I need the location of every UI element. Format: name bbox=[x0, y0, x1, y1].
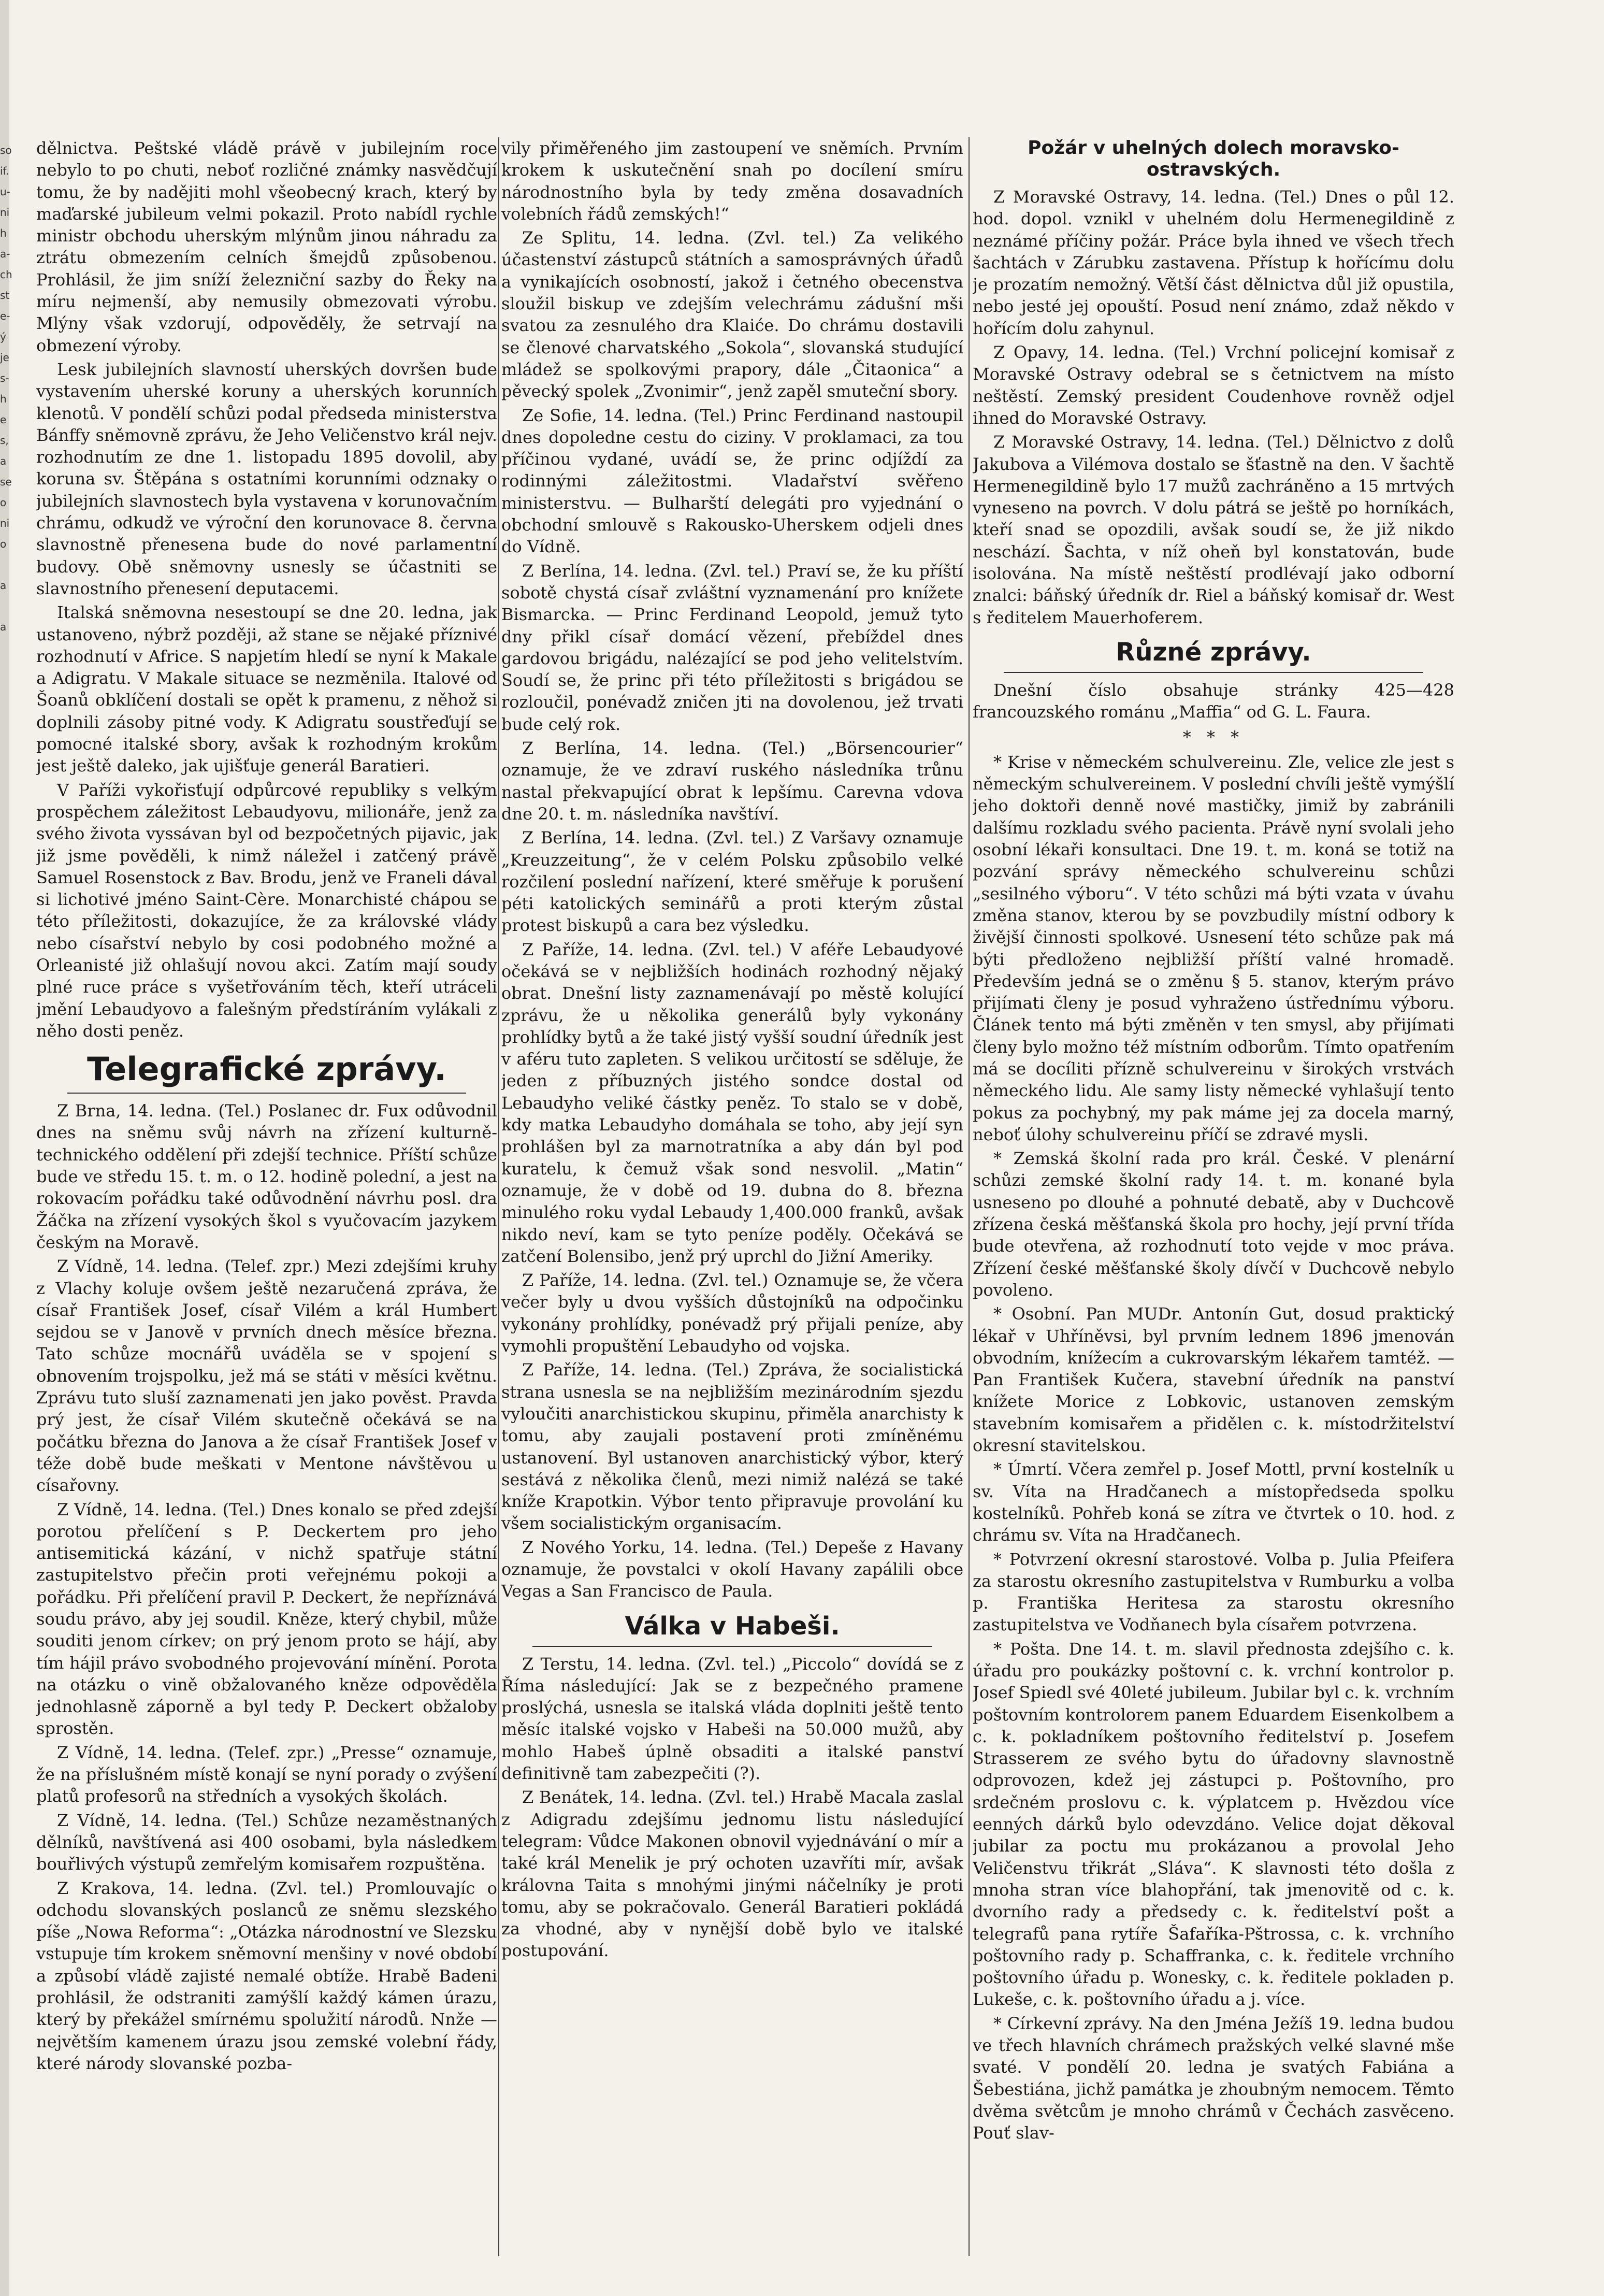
column-rule-left bbox=[498, 137, 499, 2256]
news-item: Z Vídně, 14. ledna. (Tel.) Schůze nezaměstnaných dělníků, navštívená asi 400 osobami, byla následkem bouřlivých výstupů zemřelým komisařem rozpuštěna. bbox=[36, 1810, 497, 1874]
news-item: Z Terstu, 14. ledna. (Zvl. tel.) „Piccolo“ dovídá se z Říma následující: Jak se z bezpečného pramene proslýchá, usnesla se italská vláda doplniti ještě tento měsíc italské vojsko v Habeši na 50.000 mužů, aby mohlo Habeš úplně obsaditi a italské panství definitivně tam zabezpečiti (?). bbox=[501, 1654, 963, 1784]
news-item: * Potvrzení okresní starostové. Volba p. Julia Pfeifera za starostu okresního zastupitelstva v Rumburku a volba p. Františka Heritesa za starostu okresního zastupitelstva ve Vodňanech byla císařem potvrzena. bbox=[973, 1549, 1454, 1635]
news-item: Z Brna, 14. ledna. (Tel.) Poslanec dr. Fux odůvodnil dnes na sněmu svůj návrh na zřízení kulturně-technického oddělení při zdejší technice. Příští schůze bude ve středu 15. t. m. o 12. hodině polední, a jest na rokovacím pořádku také odůvodnění návrhu posl. dra Žáčka na zřízení vysokých škol s vyučovacím jazykem českým na Moravě. bbox=[36, 1101, 497, 1252]
news-item: Z Vídně, 14. ledna. (Tel.) Dnes konalo se před zdejší porotou přelíčení s P. Deckertem pro jeho antisemitická kázání, v nichž spatřuje státní zastupitelstvo přečin proti veřejnému pokoji a pořádku. Při přelíčení pravil P. Deckert, že nepříznává soudu právo, aby jej soudil. Kněze, který chybil, může souditi jenom církev; on prý jenom proto se hájí, aby tím hájil právo svobodného projevování mínění. Porota na otázku o vině obžalovaného kněze odpověděla jednohlasně záporně a byl tedy P. Deckert obžaloby sprostěn. bbox=[36, 1499, 497, 1739]
paragraph: Lesk jubilejních slavností uherských dovršen bude vystavením uherské koruny a uherských korunních klenotů. V pondělí schůzi podal předseda ministerstva Bánffy sněmovně zprávu, že Jeho Veličenstvo král nejv. rozhodnutím ze dne 1. listopadu 1895 dovolil, aby koruna sv. Štěpána s ostatními korunními odznaky o jubilejních slavnostech byla vystavena v korunovačním chrámu, odkudž ve výroční den korunovace 8. června slavnostně přenesena bude do nové parlamentní budovy. Obě sněmovny usnesly se účastniti se slavnostního přenesení deputacemi. bbox=[36, 359, 497, 598]
news-item: Z Berlína, 14. ledna. (Tel.) „Börsencourier“ oznamuje, že ve zdraví ruského následníka trůnu nastal překvapující obrat k lepšímu. Carevna vdova dne 20. t. m. následníka navštíví. bbox=[501, 738, 963, 824]
section-heading-war: Válka v Habeši. bbox=[625, 1611, 840, 1641]
section-heading-fire: Požár v uhelných dolech moravsko-ostravských. bbox=[1028, 137, 1399, 180]
news-item: Z Nového Yorku, 14. ledna. (Tel.) Depeše z Havany oznamuje, že povstalci v okolí Havany zapálili obce Vegas a San Francisco de Paula. bbox=[501, 1537, 963, 1601]
heading-rule bbox=[67, 1093, 466, 1094]
adjacent-page-fragments: so if. u- ni h a- ch st e- ý je s- h e s, a se o ni o a a bbox=[0, 144, 12, 633]
paragraph: vily přiměřeného jim zastoupení ve sněmích. Prvním krokem k uskutečnění snah po docílení smíru národnostního byla by tedy změna dosavadních volebních řádů zemských!“ bbox=[501, 138, 963, 224]
news-item: Ze Splitu, 14. ledna. (Zvl. tel.) Za velikého účastenství zástupců státních a samosprávných úřadů a vynikajících osobností, jakož i četného obecenstva sloužil biskup ve zdejším velechrámu zádušní mši svatou za zesnulého dra Klaiće. Do chrámu dostavili se členové charvatského „Sokola“, slovanská studující mládež se spolkovými prapory, dále „Čitaonica“ a pěvecký spolek „Zvonimir“, jenž zapěl smuteční sbory. bbox=[501, 228, 963, 401]
news-item: * Osobní. Pan MUDr. Antonín Gut, dosud praktický lékař v Uhříněvsi, byl prvním lednem 1896 jmenován obvodním, knížecím a cukrovarským lékařem tamtéž. — Pan František Kučera, stavební úředník na panství knížete Morice z Lobkovic, ustanoven zemským stavebním komisařem a přidělen c. k. místodržitelství okresní stavitelskou. bbox=[973, 1304, 1454, 1456]
news-item: * Úmrtí. Včera zemřel p. Josef Mottl, první kostelník u sv. Víta na Hradčanech a místopředseda spolku kostelníků. Pohřeb koná se zítra ve čtvrtek o 10. hod. z chrámu sv. Víta na Hradčanech. bbox=[973, 1459, 1454, 1545]
news-item: * Pošta. Dne 14. t. m. slavil přednosta zdejšího c. k. úřadu pro poukázky poštovní c. k. vrchní kontrolor p. Josef Spiedl své 40leté jubileum. Jubilar byl c. k. vrchním poštovním kontrolorem panem Eduardem Eisenkolbem a c. k. pokladníkem poštovního ředitelství p. Josefem Strasserem ze svého bytu do úřadovny slavnostně odprovozen, kdež jej zástupci p. Poštovního, pro srdečném proslovu c. k. výplatcem p. Hvězdou více eenných dárků bylo odevzdáno. Velice dojat děkoval jubilar za poctu mu prokázanou a provolal Jeho Veličenstvu třikrát „Sláva“. K slavnosti této došla z mnoha stran více blahopřání, tak jmenovitě od c. k. dvorního rady a předsedy c. k. ředitelství pošt a telegrafů pana rytíře Šafaříka-Pštrossa, c. k. vrchního poštovního rady p. Schaffranka, c. k. ředitele vrchního poštovního úřadu p. Wonesky, c. k. ředitele pokladen p. Lukeše, c. k. poštovního úřadu a j. více. bbox=[973, 1639, 1454, 2010]
paragraph: Italská sněmovna nesestoupí se dne 20. ledna, jak ustanoveno, nýbrž později, až stane se nějaké příznivé rozhodnutí v Africe. S napjetím hledí se nyní k Makale a Adigratu. V Makale situace se nezměnila. Italové od Šoanů obklíčení dostali se opět k pramenu, z něhož si doplnili zásoby pitné vody. K Adigratu soustřeďují se pomocné italské sbory, avšak k rozhodným krokům jest ještě daleko, jak ujišťuje generál Baratieri. bbox=[36, 602, 497, 776]
news-item: * Zemská školní rada pro král. České. V plenární schůzi zemské školní rady 14. t. m. konané byla usneseno po dlouhé a pohnuté debatě, aby v Duchcově zřízena česká měšťanská škola pro hochy, její první třída bude otevřena, až rozhodnutí toto vejde v moc práva. Zřízení české měšťanské školy dívčí v Duchcově nebylo povoleno. bbox=[973, 1149, 1454, 1300]
news-item: Ze Sofie, 14. ledna. (Tel.) Princ Ferdinand nastoupil dnes dopoledne cestu do ciziny. V proklamaci, za tou příčinou vydané, uvádí se, že princ odjíždí za rodinnými záležitostmi. Vladařství svěřeno ministerstvu. — Bulharští delegáti pro vyjednání o obchodní smlouvě s Rakousko-Uherskem odjeli dnes do Vídně. bbox=[501, 405, 963, 557]
heading-rule bbox=[532, 1646, 932, 1647]
news-item: Z Moravské Ostravy, 14. ledna. (Tel.) Dělnictvo z dolů Jakubova a Vilémova dostalo se šťastně na den. V šachtě Hermenegildině bylo 17 mužů zachráněno a 15 mrtvých vyneseno na povrch. V dolu pátrá se ještě po horníkách, kteří snad se opozdili, avšak soudí se, že již nikdo neschází. Šachta, v níž oheň byl konstatován, bude isolována. Na místě neštěstí prodlévají jako odborní znalci: báňský úředník dr. Riel a báňský komisař dr. West s ředitelem Mauerhoferem. bbox=[973, 432, 1454, 627]
news-item: Z Paříže, 14. ledna. (Zvl. tel.) Oznamuje se, že včera večer byly u dvou vyšších důstojníků na odpočinku vykonány prohlídky, ponévadž prý přijali peníze, aby vymohli propuštění Lebaudyho od vojska. bbox=[501, 1270, 963, 1356]
section-heading-misc: Různé zprávy. bbox=[1116, 637, 1311, 667]
news-item: * Krise v německém schulvereinu. Zle, velice zle jest s německým schulvereinem. V poslední chvíli ještě vymýšlí jeho doktoři denně nové mastičky, jimiž by zabránili dalšímu rozkladu svého pacienta. Právě nyní svolali jeho osobní lékaři konsultaci. Dne 19. t. m. koná se totiž na pozvání správy německého schulvereinu schůzi „sesilného výboru“. V této schůzi má býti vzata v úvahu změna stanov, kterou by se povzbudily místní odbory k živější činnosti spolkové. Usnesení této schůze pak má býti předloženo nejbližší příští valné hromadě. Především jedná se o změnu § 5. stanov, kterým právo přijímati členy je posud vyhraženo ústřednímu výboru. Článek tento má býti změněn v ten smysl, aby přijímati členy bylo možno též místním odborům. Tímto opatřením má se docíliti přízně schulvereinu v širokých vrstvách německého lidu. Ale samy listy německé vyhlašují tento pokus za pochybný, my pak máme jej za docela marný, neboť úlohy schulvereinu příčí se zdravé mysli. bbox=[973, 752, 1454, 1144]
news-item: Z Vídně, 14. ledna. (Telef. zpr.) Mezi zdejšími kruhy z Vlachy koluje ovšem ještě nezaručená zpráva, že císař František Josef, císař Vilém a král Humbert sejdou se v Janově v prvních dnech měsíce března. Tato schůze mocnářů uváděla se v spojení s obnovením trojspolku, jež má se státi v měsíci květnu. Zprávu tuto sluší zaznamenati jen jako pověst. Pravda prý jest, že císař Vilém skutečně očekává se na počátku března do Janova a že císař František Josef v téže době bude meškati v Mentone návštěvou u císařovny. bbox=[36, 1256, 497, 1496]
news-item: Z Benátek, 14. ledna. (Zvl. tel.) Hrabě Macala zaslal z Adigradu zdejšímu jednomu listu následující telegram: Vůdce Makonen obnovil vyjednávání o mír a také král Menelik je prý ochoten uzavříti mír, avšak královna Taita s mnohými jinými náčelníky je proti tomu, aby se pokračovalo. Generál Baratieri pokládá za vhodné, aby v nynější době bylo ve italské postupování. bbox=[501, 1787, 963, 1961]
column-right bbox=[973, 137, 1454, 2146]
news-item: Z Berlína, 14. ledna. (Zvl. tel.) Praví se, že ku příští sobotě chystá císař zvláštní vyznamenání pro knížete Bismarcka. — Princ Ferdinand Leopold, jemuž tyto dny přikl císař domácí vězení, přebíždel dnes gardovou brigádu, nalézající se pod jeho velitelstvím. Soudí se, že princ při této příležitosti s brigádou se rozloučil, ponévadž zničen jti na dovolenou, jež trvati bude celý rok. bbox=[501, 561, 963, 734]
column-rule-right bbox=[969, 137, 970, 2256]
news-item: Z Paříže, 14. ledna. (Tel.) Zpráva, že socialistická strana usnesla se na nejbližším mezinárodním sjezdu vyloučiti anarchistickou skupinu, přiměla anarchisty k tomu, aby zaujali postavení proti zmíněnému ustanovení. Byl ustanoven anarchistický výbor, který sestává z několika členů, mezi nimiž nalézá se také kníže Krapotkin. Výbor tento připravuje provolání ku všem socialistickým organisacím. bbox=[501, 1360, 963, 1533]
news-item: Z Opavy, 14. ledna. (Tel.) Vrchní policejní komisař z Moravské Ostravy odebral se s četnictvem na místo neštěstí. Zemský president Coudenhove rovněž odjel ihned do Moravské Ostravy. bbox=[973, 342, 1454, 428]
paragraph: Dnešní číslo obsahuje stránky 425—428 francouzského románu „Maffia“ od G. L. Faura. bbox=[973, 680, 1454, 722]
column-left bbox=[36, 137, 497, 2076]
news-item: Z Paříže, 14. ledna. (Zvl. tel.) V aféře Lebaudyové očekává se v nejbližších hodinách rozhodný nějaký obrat. Dnešní listy zaznamenávají po městě kolující zprávu, že u několika generálů byly vykonány prohlídky bytů a že také jistý vyšší soudní úředník jest v aféru tuto zapleten. S velikou určitostí se sděluje, že jeden z příbuzných jistého sondce dostal od Lebaudyho veliké částky peněz. To stalo se v době, kdy matka Lebaudyho domáhala se toho, aby její syn prohlášen byl za marnotratníka a aby dán byl pod kuratelu, k čemuž však sond nesvolil. „Matin“ oznamuje, že v době od 19. dubna do 8. března minulého roku vydal Lebaudy 1,400.000 franků, avšak nikdo neví, kam se tyto peníze poděly. Očekává se zatčení Bolensibo, jenž prý uprchl do Jižní Ameriky. bbox=[501, 939, 963, 1266]
news-item: Z Krakova, 14. ledna. (Zvl. tel.) Promlouvajíc o odchodu slovanských poslanců ze sněmu slezského píše „Nowa Reforma“: „Otázka národnostní ve Slezsku vstupuje tím krokem sněmovní menšiny v nové období a způsobí vládě zajisté nemalé obtíže. Hrabě Badeni prohlásil, že odstraniti zamýšlí každý kámen úrazu, který by překážel smírnému spolužití národů. Nnže — největším kamenem úrazu jsou zemské volební řády, které národy slovanské pozba- bbox=[36, 1878, 497, 2073]
section-heading-telegraf: Telegrafické zprávy. bbox=[87, 1050, 446, 1088]
paragraph: V Paříži vykořisťují odpůrcové republiky s velkým prospěchem záležitost Lebaudyovu, milionáře, jenž za svého života vyssávan byl od bezpočetných pijavic, jak již jsme pověděli, k nimž náležel i zatčený právě Samuel Rosenstock z Bav. Brodu, jenž ve Franeli dával si lichotivé jméno Saint-Cère. Monarchisté chápou se této příležitosti, dokazujíce, že za královské vlády nebo císařství nebylo by cosi podobného možné a Orleanisté již ohlašují novou akci. Zatím mají soudy plné ruce práce s vyšetřováním těch, kteří utráceli jmění Lebaudyovo a falešným předstíráním vylákali z něho dosti peněz. bbox=[36, 780, 497, 1041]
news-item: Z Vídně, 14. ledna. (Telef. zpr.) „Presse“ oznamuje, že na příslušném místě konají se nyní porady o zvýšení platů profesorů na středních a vysokých školách. bbox=[36, 1742, 497, 1806]
column-middle bbox=[501, 137, 963, 1964]
paragraph: dělnictva. Peštské vládě právě v jubilejním roce nebylo to po chuti, neboť rozličné známky nasvědčují tomu, že by nadějiti mohl všeobecný krach, který by maďarské jubileum velmi pokazil. Proto nabídl rychle ministr obchodu uherským mlýnům jinou náhradu za ztrátu obmezením celních šmejdů způsobenou. Prohlásil, že jim sníží železniční sazby do Řeky na míru nejmenší, aby nemusily obmezovati výrobu. Mlýny však vzdorují, odpověděly, že setrvají na obmezení výroby. bbox=[36, 138, 497, 355]
news-item: Z Moravské Ostravy, 14. ledna. (Tel.) Dnes o půl 12. hod. dopol. vznikl v uhelném dolu Hermenegildině z neznámé příčiny požár. Práce byla ihned ve všech třech šachtách v Zárubku zastavena. Přístup k hořícímu dolu je prozatím nemožný. Větší část dělnictva důl již opustila, nebo jesté jej opouští. Posud není známo, zdaž někdo v hořícím dolu zahynul. bbox=[973, 187, 1454, 338]
news-item: * Církevní zprávy. Na den Jména Ježíš 19. ledna budou ve třech hlavních chrámech pražských velké slavné mše svaté. V pondělí 20. ledna je svatých Fabiána a Šebestiána, jichž památka je zhoubným nemocem. Těmto dvěma světcům je mnoho chrámů v Čechách zasvěceno. Pouť slav- bbox=[973, 2013, 1454, 2143]
separator-stars: * * * bbox=[1182, 727, 1245, 747]
news-item: Z Berlína, 14. ledna. (Zvl. tel.) Z Varšavy oznamuje „Kreuzzeitung“, že v celém Polsku způsobilo velké rozčilení poslední nařízení, které směřuje k porušení péti katolických seminářů a proti kterým zůstal protest biskupů a cara bez výsledku. bbox=[501, 828, 963, 936]
heading-rule bbox=[1004, 672, 1423, 673]
